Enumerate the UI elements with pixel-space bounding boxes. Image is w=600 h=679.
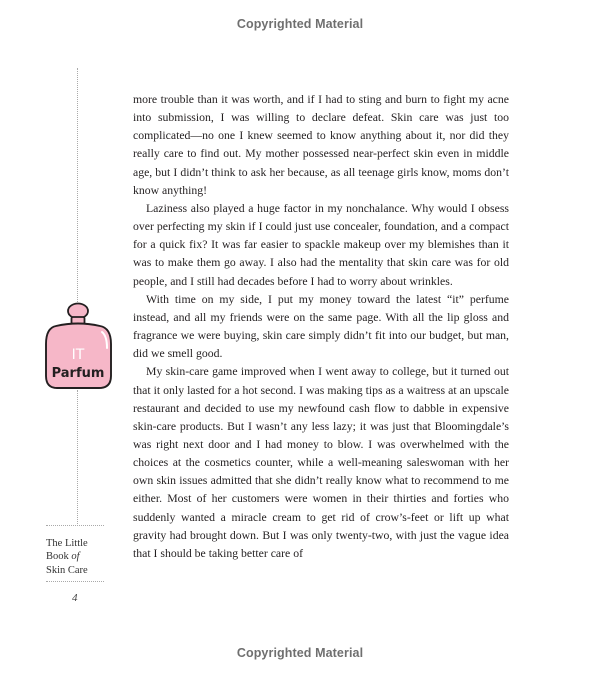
- running-foot-book: Book: [46, 551, 69, 563]
- bottle-label-it: IT: [71, 347, 85, 363]
- running-foot-line-3: Skin Care: [46, 564, 88, 576]
- paragraph-1: more trouble than it was worth, and if I had to sting and burn to fight my acne into submission, I was willing to declare defeat. Skin care was just too complicated—no one I knew seemed to know anything about it, nor did they really care to find out. My mother possessed near-perfect skin even in middle age, but I didn’t think to ask her because, as all teenage girls know, moms don’t know anything!: [133, 93, 509, 197]
- gutter-dotted-line-middle: [77, 390, 78, 524]
- copyright-watermark-bottom: Copyrighted Material: [236, 646, 364, 660]
- copyright-watermark-top: Copyrighted Material: [236, 17, 364, 31]
- running-foot-line-1: The Little: [46, 538, 88, 549]
- body-text: [133, 91, 509, 563]
- gutter-dotted-line-upper: [77, 68, 78, 304]
- perfume-bottle-illustration: [44, 302, 114, 390]
- running-foot-line-2: [46, 550, 126, 563]
- page-number: 4: [72, 592, 78, 604]
- running-foot-of: of: [71, 551, 80, 563]
- paragraph-2: Laziness also played a huge factor in my nonchalance. Why would I obsess over perfecting my skin if I could just use concealer, foundation, and a compact for a quick fix? It was far easier to spackle makeup over my blemishes than it was to make them go away. I also had the mentality that skin care was for old people, and I still had decades before I had to worry about wrinkles.: [133, 201, 509, 288]
- running-foot: [46, 537, 126, 577]
- running-foot-rule-top: [46, 525, 104, 526]
- paragraph-4: My skin-care game improved when I went away to college, but it turned out that it only lasted for a hot second. I was making tips as a waitress at an upscale restaurant and decided to use my newfound cash flow to dabble in expensive skin-care products. But I wasn’t any less lazy; it was just that Bloomingdale’s was right next door and I had money to blow. I was overwhelmed with the choices at the cosmetics counter, while a well-meaning saleswoman with her own skin issues admitted that she didn’t really know what to recommend to me either. Most of her customers were women in their thirties and forties who suddenly wanted a miracle cream to get rid of crow’s-feet or lift up what gravity had brought down. But I was only twenty-two, with just the vague idea that I should be taking better care of: [133, 365, 509, 560]
- running-foot-rule-bottom: [46, 581, 104, 582]
- paragraph-3: With time on my side, I put my money toward the latest “it” perfume instead, and all my friends were on the same page. With all the lip gloss and fragrance we were buying, skin care simply didn’t fit into our budget, but man, did we smell good.: [133, 292, 509, 361]
- bottle-label-parfum: Parfum: [51, 366, 105, 381]
